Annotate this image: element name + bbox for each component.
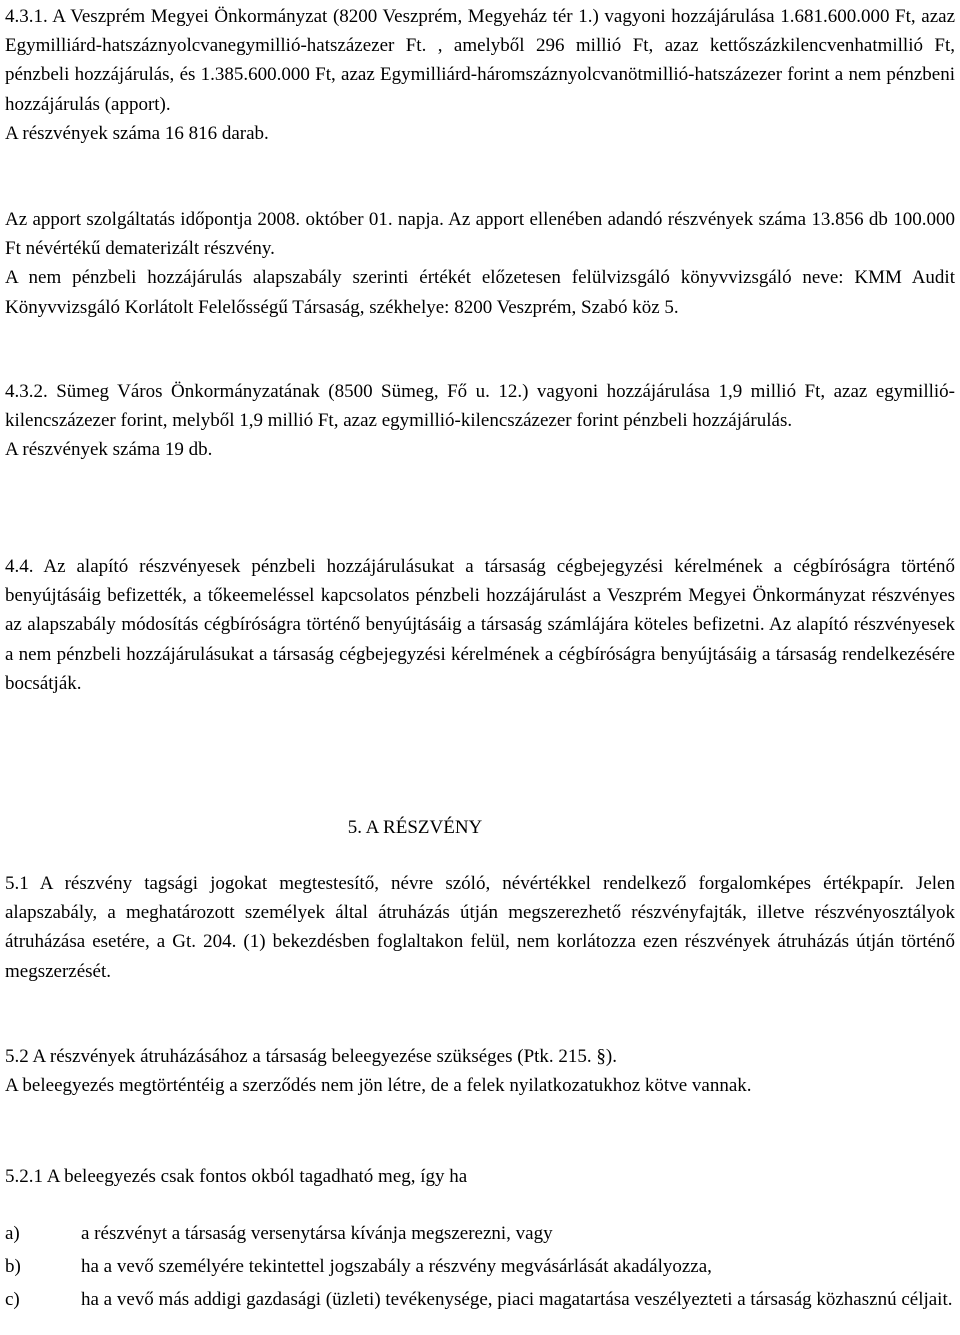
list-marker: a) xyxy=(5,1223,20,1244)
paragraph-4-3-2-share-count: A részvények száma 19 db. xyxy=(5,439,213,461)
paragraph-4-3-2-text: 4.3.2. Sümeg Város Önkormányzatának (8500 Sümeg, Fő u. 12.) vagyoni hozzájárulása 1,9 millió Ft, azaz egymillió-kilencszázezer forint, melyből 1,9 millió Ft, azaz egymillió-kilencszázezer forint pénzbeli hozzájárulás. xyxy=(5,381,955,432)
paragraph-4-3-1-share-count: A részvények száma 16 816 darab. xyxy=(5,122,269,144)
paragraph-5-2-1 xyxy=(5,1162,955,1191)
paragraph-4-3-2 xyxy=(5,377,955,465)
paragraph-5-1 xyxy=(5,869,955,986)
paragraph-4-3-1 xyxy=(5,2,955,148)
paragraph-apport xyxy=(5,205,955,322)
paragraph-4-3-1-text: 4.3.1. A Veszprém Megyei Önkormányzat (8200 Veszprém, Megyeház tér 1.) vagyoni hozzájárulása 1.681.600.000 Ft, azaz Egymilliárd-hatszáznyolcvanegymillió-hatszázezer Ft. , amelyből 296 millió Ft, azaz kettőszázkilencvenhatmillió Ft, pénzbeli hozzájárulás, és 1.385.600.000 Ft, azaz Egymilliárd-háromszáznyolcvanötmillió-hatszázezer forint a nem pénzbeni hozzájárulás (apport). xyxy=(5,6,955,115)
paragraph-4-4-text: 4.4. Az alapító részvényesek pénzbeli hozzájárulásukat a társaság cégbejegyzési kérelmének a cégbíróságra történő benyújtásáig befizették, a tőkeemeléssel kapcsolatos pénzbeli hozzájárulást a Veszprém Megyei Önkormányzat részvényes az alapszabály módosítás cégbíróságra történő benyújtásáig a társaság számlájára köteles befizetni. Az alapító részvényesek a nem pénzbeli hozzájárulásukat a társaság cégbejegyzési kérelmének a cégbíróságra benyújtásáig a társaság rendelkezésére bocsátják. xyxy=(5,556,955,694)
list-item xyxy=(5,1219,955,1248)
paragraph-5-2-text: 5.2 A részvények átruházásához a társaság beleegyezése szükséges (Ptk. 215. §). xyxy=(5,1046,617,1067)
paragraph-4-4 xyxy=(5,552,955,698)
paragraph-5-1-text: 5.1 A részvény tagsági jogokat megtestesítő, névre szóló, névértékkel rendelkező forgalomképes értékpapír. Jelen alapszabály, a meghatározott személyek által átruházás útján megszerezhető részvényfajták, illetve részvényosztályok átruházása esetére, a Gt. 204. (1) bekezdésben foglaltakon felül, nem korlátozza ezen részvények átruházás útján történő megszerzését. xyxy=(5,873,955,982)
paragraph-5-2 xyxy=(5,1042,955,1100)
section-heading: 5. A RÉSZVÉNY xyxy=(347,817,483,838)
list-item xyxy=(5,1285,955,1314)
list-item xyxy=(5,1252,955,1281)
paragraph-auditor: A nem pénzbeli hozzájárulás alapszabály szerinti értékét előzetesen felülvizsgáló könyvvizsgáló neve: KMM Audit Könyvvizsgáló Korlátolt Felelősségű Társaság, székhelye: 8200 Veszprém, Szabó köz 5. xyxy=(5,267,955,318)
list-item-text: ha a vevő személyére tekintettel jogszabály a részvény megvásárlását akadályozza, xyxy=(81,1256,712,1278)
paragraph-apport-date: Az apport szolgáltatás időpontja 2008. október 01. napja. Az apport ellenében adandó részvények száma 13.856 db 100.000 Ft névértékű dematerizált részvény. xyxy=(5,209,955,260)
list-marker: c) xyxy=(5,1289,20,1311)
refusal-reasons-list xyxy=(5,1219,955,1315)
list-item-text: ha a vevő más addigi gazdasági (üzleti) tevékenysége, piaci magatartása veszélyezteti a társaság közhasznú céljait. xyxy=(81,1289,953,1311)
list-marker: b) xyxy=(5,1256,21,1278)
paragraph-5-2-1-text: 5.2.1 A beleegyezés csak fontos okból tagadható meg, így ha xyxy=(5,1166,468,1187)
paragraph-5-2-consent: A beleegyezés megtörténtéig a szerződés nem jön létre, de a felek nyilatkozatukhoz kötve vannak. xyxy=(5,1075,752,1097)
list-item-text: a részvényt a társaság versenytársa kívánja megszerezni, vagy xyxy=(81,1223,553,1244)
